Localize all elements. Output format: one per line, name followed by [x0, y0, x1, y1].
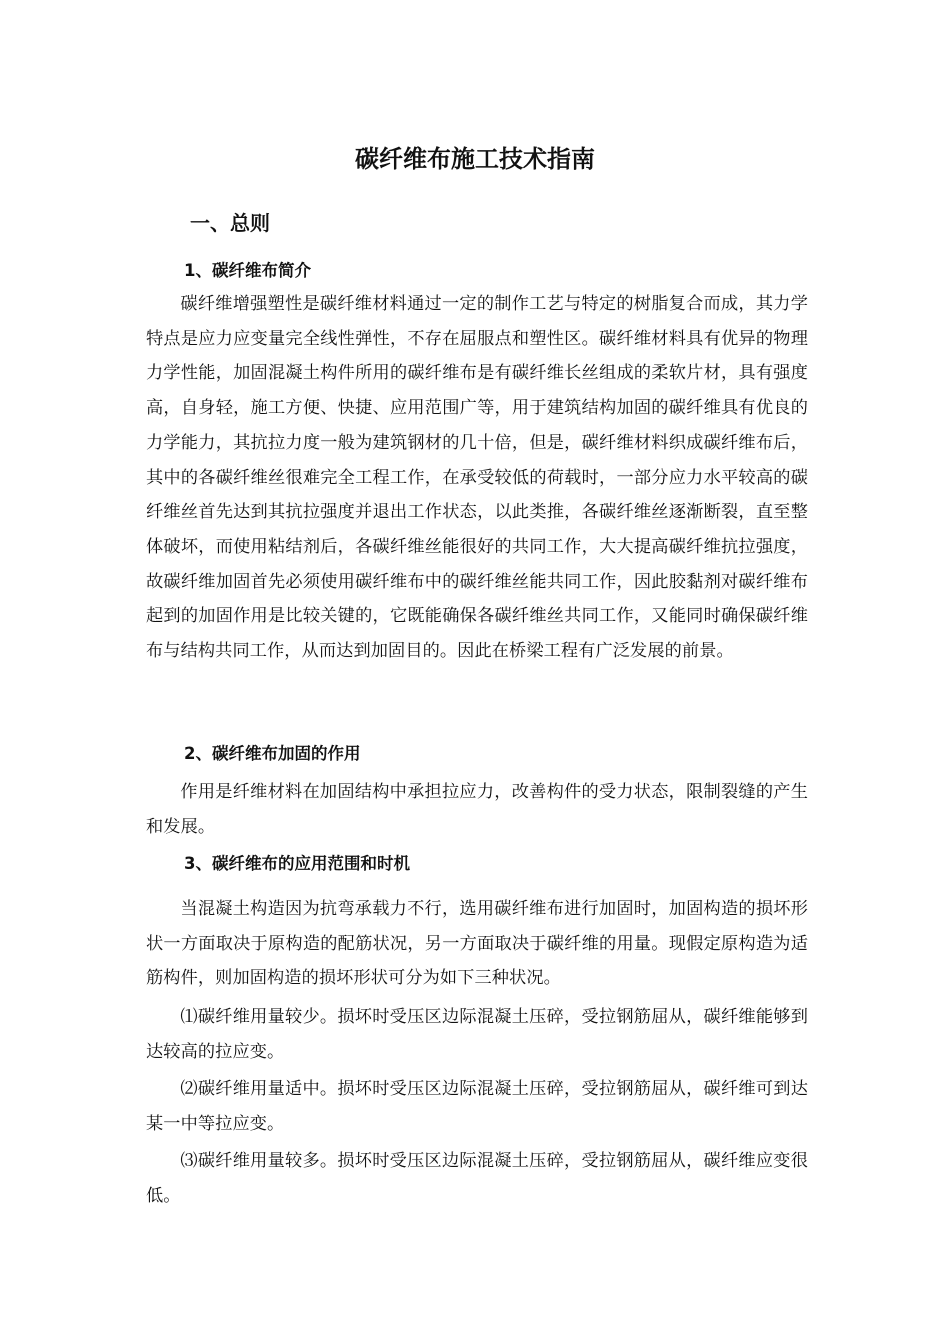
paragraph-case-1: ⑴碳纤维用量较少。损坏时受压区边际混凝土压碎，受拉钢筋屈从，碳纤维能够到达较高的拉应变。	[146, 1007, 808, 1062]
subsection-heading-function: 2、碳纤维布加固的作用	[184, 744, 361, 763]
paragraph-intro: 碳纤维增强塑性是碳纤维材料通过一定的制作工艺与特定的树脂复合而成，其力学特点是应力应变量完全线性弹性，不存在屈服点和塑性区。碳纤维材料具有优异的物理力学性能，加固混凝土构件所用的碳纤维布是有碳纤维长丝组成的柔软片材，具有强度高，自身轻，施工方便、快捷、应用范围广等，用于建筑结构加固的碳纤维具有优良的力学能力，其抗拉力度一般为建筑钢材的几十倍，但是，碳纤维材料织成碳纤维布后，其中的各碳纤维丝很难完全工程工作，在承受较低的荷载时，一部分应力水平较高的碳纤维丝首先达到其抗拉强度并退出工作状态，以此类推，各碳纤维丝逐渐断裂，直至整体破坏，而使用粘结剂后，各碳纤维丝能很好的共同工作，大大提高碳纤维抗拉强度，故碳纤维加固首先必须使用碳纤维布中的碳纤维丝能共同工作，因此胶黏剂对碳纤维布起到的加固作用是比较关键的，它既能确保各碳纤维丝共同工作，又能同时确保碳纤维布与结构共同工作，从而达到加固目的。因此在桥梁工程有广泛发展的前景。	[146, 294, 808, 662]
section-heading-general: 一、总则	[190, 211, 270, 235]
document-title: 碳纤维布施工技术指南	[355, 145, 595, 173]
paragraph-application: 当混凝土构造因为抗弯承载力不行，选用碳纤维布进行加固时，加固构造的损坏形状一方面取决于原构造的配筋状况，另一方面取决于碳纤维的用量。现假定原构造为适筋构件，则加固构造的损坏形状可分为如下三种状况。	[146, 899, 808, 989]
subsection-heading-intro: 1、碳纤维布简介	[184, 261, 311, 280]
subsection-heading-application: 3、碳纤维布的应用范围和时机	[184, 854, 410, 873]
paragraph-case-2: ⑵碳纤维用量适中。损坏时受压区边际混凝土压碎，受拉钢筋屈从，碳纤维可到达某一中等拉应变。	[146, 1079, 808, 1134]
paragraph-function: 作用是纤维材料在加固结构中承担拉应力，改善构件的受力状态，限制裂缝的产生和发展。	[146, 782, 808, 837]
paragraph-case-3: ⑶碳纤维用量较多。损坏时受压区边际混凝土压碎，受拉钢筋屈从，碳纤维应变很低。	[146, 1151, 808, 1206]
